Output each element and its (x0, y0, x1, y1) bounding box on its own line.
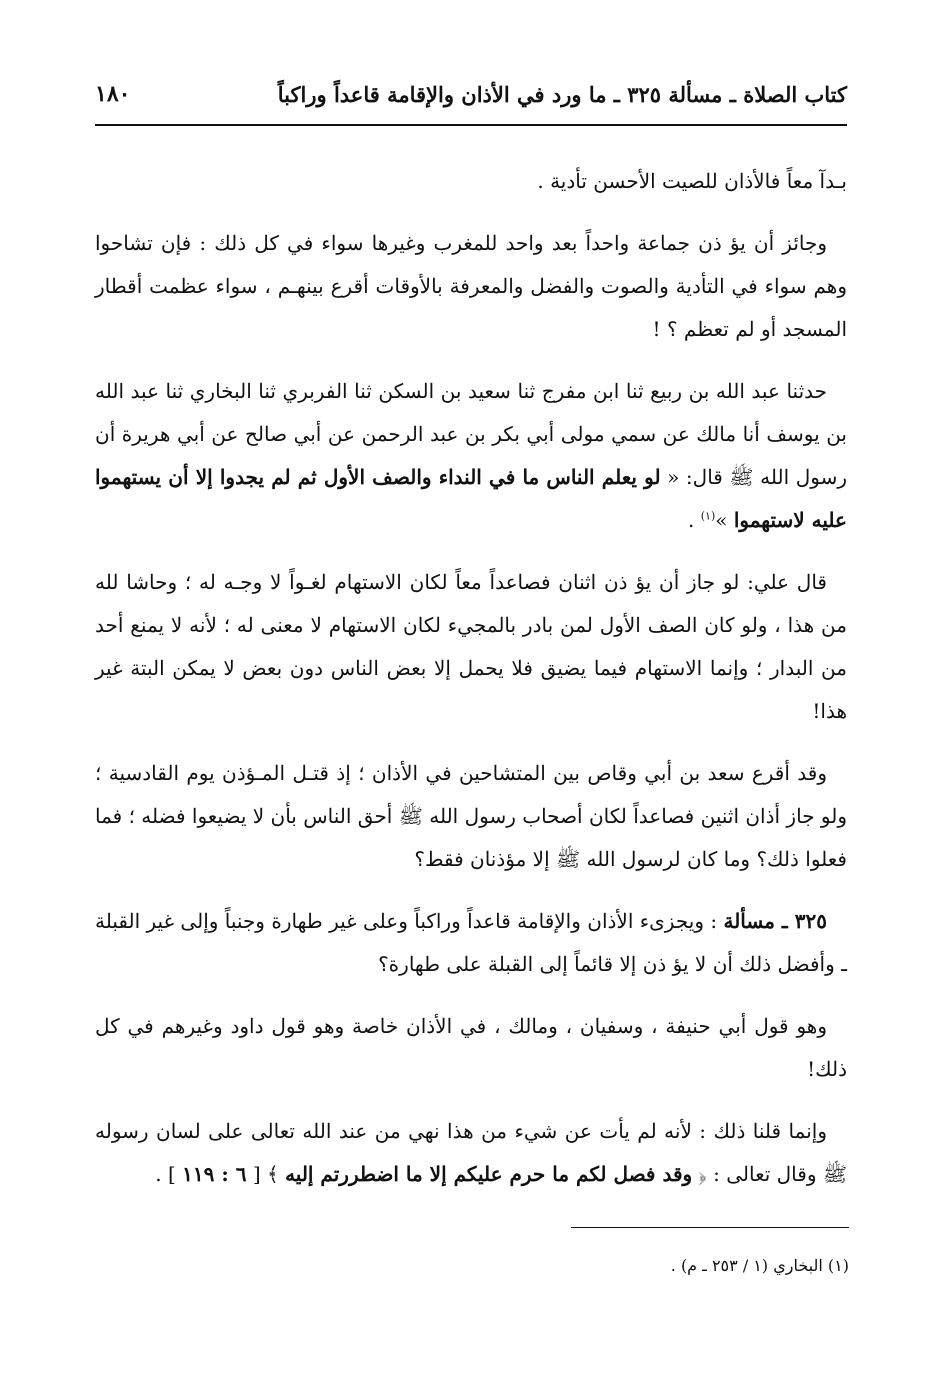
paragraph-8 (95, 1110, 847, 1196)
masala-text: : ويجزىء الأذان والإقامة قاعداً وراكباً وعلى غير طهارة وجنباً وإلى غير القبلة ـ وأفضل ذلك أن لا يؤ ذن إلا قائماً إلى القبلة على طهارة؟ (95, 909, 847, 976)
page-number: ١٨٠ (95, 81, 131, 107)
paragraph-7: وهو قول أبي حنيفة ، وسفيان ، ومالك ، في الأذان خاصة وهو قول داود وغيرهم في كل ذلك! (95, 1014, 847, 1081)
paragraph-1: بـدآ معاً فالأذان للصيت الأحسن تأدية . (537, 169, 847, 193)
running-header (95, 72, 847, 116)
hadith-text: لو يعلم الناس ما في النداء والصف الأول ثم لم يجدوا إلا أن يستهموا عليه لاستهموا (95, 465, 847, 532)
paragraph-4: قال علي: لو جاز أن يؤ ذن اثنان فصاعداً معاً لكان الاستهام لغـواً لا وجـه له ؛ وحاشا لله من هذا ، ولو كان الصف الأول لمن بادر بالمجيء لكان الاستهام لا معنى له ؛ لأنه لا يمنع أحد من البدار ؛ وإنما الاستهام فيما يضيق فلا يحمل إلا بعض الناس دون بعض لا يمكن البتة غير هذا! (95, 570, 847, 723)
footnote: (١) البخاري (١ / ٢٥٣ ـ م) . (670, 1256, 849, 1275)
isnad-text: حدثنا عبد الله بن ربيع ثنا ابن مفرج ثنا سعيد بن السكن ثنا الفربري ثنا البخاري ثنا عبد الله بن يوسف أنا مالك عن سمي مولى أبي بكر بن عبد الرحمن عن أبي صالح عن أبي هريرة أن رسول الله ﷺ قال: « (95, 379, 848, 489)
paragraph-6 (95, 900, 847, 986)
quote-close: » (715, 508, 728, 532)
masala-label: ٣٢٥ ـ مسألة (723, 909, 827, 933)
paragraph-5: وقد أقرع سعد بن أبي وقاص بين المتشاحين في الأذان ؛ إذ قتـل المـؤذن يوم القادسية ؛ ولو جاز أذان اثنين فصاعداً لكان أصحاب رسول الله ﷺ أحق الناس بأن لا يضيعوا فضله ؛ فما فعلوا ذلك؟ وما كان لرسول الله ﷺ إلا مؤذنان فقط؟ (95, 761, 847, 871)
paragraph-8-b: ﴾ [ (246, 1162, 286, 1186)
paragraph-3 (95, 370, 847, 542)
paragraph-2: وجائز أن يؤ ذن جماعة واحداً بعد واحد للمغرب وغيرها سواء في كل ذلك : فإن تشاحوا وهم سواء في التأدية والصوت والفضل والمعرفة بالأوقات أقرع بينهـم ، سواء عظمت أقطار المسجد أو لم تعظم ؟ ! (95, 231, 847, 341)
verse-reference: ٦ : ١١٩ (182, 1162, 247, 1186)
footnote-marker: (١) (700, 509, 716, 523)
paragraph-3-end: . (688, 508, 701, 532)
footnote-rule (571, 1227, 849, 1228)
quran-verse: وقد فصل لكم ما حرم عليكم إلا ما اضطررتم إليه (285, 1162, 693, 1186)
running-title: كتاب الصلاة ـ مسألة ٣٢٥ ـ ما ورد في الأذان والإقامة قاعداً وراكباً (277, 81, 847, 107)
header-rule (95, 124, 847, 126)
paragraph-8-a: وإنما قلنا ذلك : لأنه لم يأت عن شيء من هذا نهي من عند الله تعالى على لسان رسوله ﷺ وقال تعالى : ﴿ (95, 1119, 847, 1186)
main-text (95, 160, 847, 1215)
paragraph-8-c: ] . (155, 1162, 183, 1186)
